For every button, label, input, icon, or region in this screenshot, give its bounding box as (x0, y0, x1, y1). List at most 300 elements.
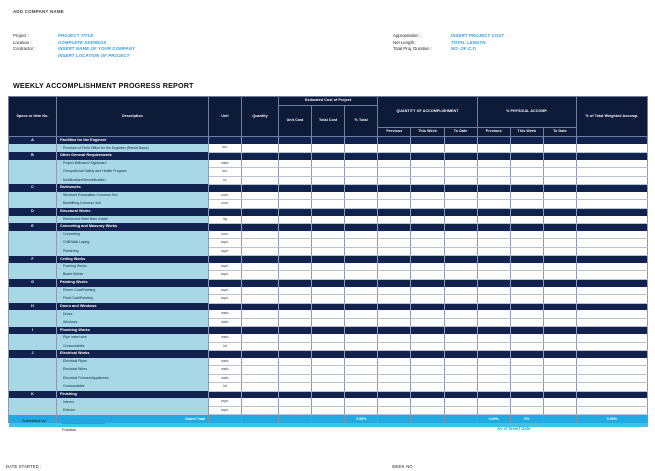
cell-value[interactable] (378, 271, 411, 279)
cell-value[interactable] (312, 303, 345, 310)
cell-value[interactable] (510, 200, 543, 208)
cell-value[interactable] (378, 318, 411, 326)
cell-value[interactable] (312, 406, 345, 414)
cell-value[interactable] (378, 176, 411, 184)
cell-value[interactable] (242, 247, 279, 255)
cell-value[interactable] (543, 287, 576, 295)
cell-value[interactable] (312, 391, 345, 398)
cell-value[interactable] (444, 263, 477, 271)
cell-value[interactable] (378, 391, 411, 398)
cell-value[interactable] (444, 366, 477, 374)
cell-value[interactable] (312, 176, 345, 184)
cell-value[interactable] (345, 152, 378, 159)
cell-value[interactable] (345, 358, 378, 366)
cell-value[interactable] (477, 231, 510, 239)
cell-value[interactable] (345, 327, 378, 334)
cell-value[interactable] (510, 287, 543, 295)
cell-value[interactable] (378, 231, 411, 239)
cell-value[interactable] (242, 192, 279, 200)
cell-value[interactable] (279, 239, 312, 247)
cell-value[interactable] (279, 184, 312, 191)
cell-value[interactable] (345, 176, 378, 184)
cell-value[interactable] (242, 263, 279, 271)
cell-value[interactable] (477, 334, 510, 342)
cell-value[interactable] (345, 310, 378, 318)
cell-value[interactable] (279, 318, 312, 326)
submitted-by-name[interactable]: INSERT YOUR NAME (62, 418, 106, 423)
cell-value[interactable] (378, 279, 411, 286)
cell-value[interactable] (510, 152, 543, 159)
cell-value[interactable] (242, 256, 279, 263)
cell-value[interactable] (312, 160, 345, 168)
cell-value[interactable] (510, 239, 543, 247)
cell-value[interactable] (378, 137, 411, 145)
cell-value[interactable] (378, 350, 411, 357)
cell-value[interactable] (577, 271, 648, 279)
cell-value[interactable] (477, 247, 510, 255)
cell-value[interactable] (510, 271, 543, 279)
cell-value[interactable] (312, 318, 345, 326)
cell-value[interactable] (279, 200, 312, 208)
cell-value[interactable] (312, 287, 345, 295)
cell-value[interactable] (510, 176, 543, 184)
cell-value[interactable] (411, 303, 444, 310)
cell-value[interactable] (510, 160, 543, 168)
cell-value[interactable] (477, 342, 510, 350)
cell-value[interactable] (444, 279, 477, 286)
cell-value[interactable] (378, 383, 411, 391)
cell-value[interactable] (279, 247, 312, 255)
cell-value[interactable] (444, 137, 477, 145)
cell-value[interactable] (444, 310, 477, 318)
cell-value[interactable] (411, 208, 444, 215)
cell-value[interactable] (312, 310, 345, 318)
cell-value[interactable] (242, 350, 279, 357)
cell-value[interactable] (279, 263, 312, 271)
cell-value[interactable] (312, 350, 345, 357)
cell-value[interactable] (345, 247, 378, 255)
cell-value[interactable] (279, 176, 312, 184)
cell-value[interactable] (543, 200, 576, 208)
cell-value[interactable] (378, 200, 411, 208)
cell-value[interactable] (477, 216, 510, 224)
cell-value[interactable] (345, 208, 378, 215)
cell-value[interactable] (477, 208, 510, 215)
cell-value[interactable] (242, 334, 279, 342)
cell-value[interactable] (543, 391, 576, 398)
cell-value[interactable] (543, 176, 576, 184)
cell-value[interactable] (510, 184, 543, 191)
cell-value[interactable] (345, 231, 378, 239)
cell-value[interactable] (242, 391, 279, 398)
cell-value[interactable] (477, 374, 510, 382)
cell-value[interactable] (510, 263, 543, 271)
cell-value[interactable] (279, 287, 312, 295)
as-of-date[interactable]: As of Insert Date (497, 426, 531, 431)
cell-value[interactable] (577, 279, 648, 286)
cell-value[interactable] (543, 144, 576, 152)
cell-value[interactable] (477, 223, 510, 230)
net-length-value[interactable]: TOTAL LENGTH (451, 39, 486, 45)
cell-value[interactable] (279, 310, 312, 318)
cell-value[interactable] (312, 208, 345, 215)
cell-value[interactable] (577, 374, 648, 382)
cell-value[interactable] (312, 358, 345, 366)
cell-value[interactable] (279, 366, 312, 374)
cell-value[interactable] (543, 192, 576, 200)
cell-value[interactable] (345, 216, 378, 224)
cell-value[interactable] (477, 327, 510, 334)
cell-value[interactable] (444, 216, 477, 224)
project-location-value[interactable]: INSERT LOCATION OF PROJECT (58, 52, 130, 58)
cell-value[interactable] (279, 374, 312, 382)
cell-value[interactable] (543, 342, 576, 350)
cell-value[interactable] (242, 239, 279, 247)
location-value[interactable]: COMPLETE ADDRESS (58, 39, 107, 45)
cell-value[interactable] (242, 223, 279, 230)
cell-value[interactable] (477, 358, 510, 366)
cell-value[interactable] (279, 334, 312, 342)
cell-value[interactable] (345, 374, 378, 382)
cell-value[interactable] (543, 358, 576, 366)
cell-value[interactable] (543, 208, 576, 215)
cell-value[interactable] (411, 184, 444, 191)
cell-value[interactable] (312, 152, 345, 159)
cell-value[interactable] (444, 287, 477, 295)
cell-value[interactable] (345, 144, 378, 152)
cell-value[interactable] (279, 137, 312, 145)
cell-value[interactable] (577, 208, 648, 215)
cell-value[interactable] (577, 152, 648, 159)
cell-value[interactable] (411, 247, 444, 255)
cell-value[interactable] (378, 223, 411, 230)
cell-value[interactable] (411, 152, 444, 159)
cell-value[interactable] (242, 168, 279, 176)
cell-value[interactable] (444, 318, 477, 326)
cell-value[interactable] (444, 383, 477, 391)
cell-value[interactable] (279, 295, 312, 303)
cell-value[interactable] (312, 342, 345, 350)
cell-value[interactable] (577, 287, 648, 295)
cell-value[interactable] (543, 137, 576, 145)
cell-value[interactable] (279, 391, 312, 398)
cell-value[interactable] (510, 256, 543, 263)
cell-value[interactable] (378, 192, 411, 200)
cell-value[interactable] (577, 350, 648, 357)
cell-value[interactable] (378, 208, 411, 215)
cell-value[interactable] (444, 342, 477, 350)
cell-value[interactable] (543, 184, 576, 191)
cell-value[interactable] (477, 144, 510, 152)
contractor-value[interactable]: INSERT NAME OF YOUR COMPANY (58, 46, 136, 52)
cell-value[interactable] (543, 318, 576, 326)
cell-value[interactable] (411, 223, 444, 230)
cell-value[interactable] (543, 256, 576, 263)
cell-value[interactable] (345, 168, 378, 176)
cell-value[interactable] (543, 310, 576, 318)
cell-value[interactable] (242, 176, 279, 184)
cell-value[interactable] (543, 263, 576, 271)
cell-value[interactable] (477, 279, 510, 286)
cell-value[interactable] (411, 137, 444, 145)
cell-value[interactable] (543, 247, 576, 255)
cell-value[interactable] (312, 256, 345, 263)
cell-value[interactable] (577, 295, 648, 303)
cell-value[interactable] (378, 398, 411, 406)
cell-value[interactable] (345, 406, 378, 414)
cell-value[interactable] (477, 168, 510, 176)
cell-value[interactable] (444, 256, 477, 263)
cell-value[interactable] (477, 256, 510, 263)
cell-value[interactable] (242, 318, 279, 326)
cell-value[interactable] (279, 168, 312, 176)
cell-value[interactable] (279, 358, 312, 366)
cell-value[interactable] (411, 374, 444, 382)
cell-value[interactable] (444, 231, 477, 239)
cell-value[interactable] (543, 398, 576, 406)
cell-value[interactable] (411, 398, 444, 406)
cell-value[interactable] (444, 327, 477, 334)
cell-value[interactable] (345, 239, 378, 247)
duration-value[interactable]: NO. OF C.D (451, 46, 476, 52)
cell-value[interactable] (242, 406, 279, 414)
cell-value[interactable] (477, 366, 510, 374)
cell-value[interactable] (312, 263, 345, 271)
cell-value[interactable] (411, 239, 444, 247)
cell-value[interactable] (444, 152, 477, 159)
cell-value[interactable] (411, 256, 444, 263)
cell-value[interactable] (577, 168, 648, 176)
cell-value[interactable] (312, 239, 345, 247)
cell-value[interactable] (510, 168, 543, 176)
cell-value[interactable] (477, 160, 510, 168)
cell-value[interactable] (279, 256, 312, 263)
cell-value[interactable] (378, 406, 411, 414)
cell-value[interactable] (444, 176, 477, 184)
cell-value[interactable] (345, 263, 378, 271)
cell-value[interactable] (411, 287, 444, 295)
cell-value[interactable] (279, 144, 312, 152)
cell-value[interactable] (577, 184, 648, 191)
cell-value[interactable] (242, 303, 279, 310)
cell-value[interactable] (378, 263, 411, 271)
cell-value[interactable] (378, 287, 411, 295)
cell-value[interactable] (345, 200, 378, 208)
cell-value[interactable] (378, 310, 411, 318)
cell-value[interactable] (510, 342, 543, 350)
cell-value[interactable] (312, 216, 345, 224)
cell-value[interactable] (312, 247, 345, 255)
cell-value[interactable] (444, 144, 477, 152)
cell-value[interactable] (242, 374, 279, 382)
cell-value[interactable] (577, 216, 648, 224)
cell-value[interactable] (444, 239, 477, 247)
cell-value[interactable] (543, 239, 576, 247)
cell-value[interactable] (242, 279, 279, 286)
cell-value[interactable] (577, 391, 648, 398)
cell-value[interactable] (510, 383, 543, 391)
cell-value[interactable] (345, 334, 378, 342)
cell-value[interactable] (312, 223, 345, 230)
cell-value[interactable] (411, 383, 444, 391)
cell-value[interactable] (411, 366, 444, 374)
cell-value[interactable] (378, 168, 411, 176)
cell-value[interactable] (378, 366, 411, 374)
cell-value[interactable] (577, 160, 648, 168)
cell-value[interactable] (444, 223, 477, 230)
cell-value[interactable] (411, 231, 444, 239)
cell-value[interactable] (543, 295, 576, 303)
cell-value[interactable] (510, 358, 543, 366)
cell-value[interactable] (242, 144, 279, 152)
cell-value[interactable] (444, 303, 477, 310)
cell-value[interactable] (510, 391, 543, 398)
cell-value[interactable] (279, 271, 312, 279)
cell-value[interactable] (577, 192, 648, 200)
cell-value[interactable] (378, 247, 411, 255)
cell-value[interactable] (378, 327, 411, 334)
cell-value[interactable] (444, 391, 477, 398)
cell-value[interactable] (312, 279, 345, 286)
cell-value[interactable] (577, 327, 648, 334)
cell-value[interactable] (510, 279, 543, 286)
cell-value[interactable] (242, 295, 279, 303)
cell-value[interactable] (510, 350, 543, 357)
cell-value[interactable] (477, 152, 510, 159)
cell-value[interactable] (345, 366, 378, 374)
cell-value[interactable] (477, 398, 510, 406)
cell-value[interactable] (242, 208, 279, 215)
cell-value[interactable] (577, 342, 648, 350)
cell-value[interactable] (242, 216, 279, 224)
cell-value[interactable] (345, 160, 378, 168)
cell-value[interactable] (577, 137, 648, 145)
cell-value[interactable] (312, 144, 345, 152)
cell-value[interactable] (242, 342, 279, 350)
cell-value[interactable] (312, 295, 345, 303)
cell-value[interactable] (378, 334, 411, 342)
cell-value[interactable] (312, 327, 345, 334)
cell-value[interactable] (510, 374, 543, 382)
cell-value[interactable] (411, 144, 444, 152)
cell-value[interactable] (543, 168, 576, 176)
cell-value[interactable] (577, 247, 648, 255)
cell-value[interactable] (411, 176, 444, 184)
cell-value[interactable] (345, 223, 378, 230)
cell-value[interactable] (345, 279, 378, 286)
cell-value[interactable] (279, 223, 312, 230)
cell-value[interactable] (577, 231, 648, 239)
cell-value[interactable] (444, 184, 477, 191)
cell-value[interactable] (345, 318, 378, 326)
cell-value[interactable] (577, 318, 648, 326)
cell-value[interactable] (444, 160, 477, 168)
cell-value[interactable] (378, 184, 411, 191)
cell-value[interactable] (242, 366, 279, 374)
cell-value[interactable] (577, 398, 648, 406)
cell-value[interactable] (543, 231, 576, 239)
cell-value[interactable] (477, 271, 510, 279)
cell-value[interactable] (444, 247, 477, 255)
cell-value[interactable] (279, 216, 312, 224)
cell-value[interactable] (477, 406, 510, 414)
cell-value[interactable] (312, 398, 345, 406)
cell-value[interactable] (279, 350, 312, 357)
cell-value[interactable] (477, 310, 510, 318)
cell-value[interactable] (577, 256, 648, 263)
cell-value[interactable] (279, 327, 312, 334)
cell-value[interactable] (510, 216, 543, 224)
cell-value[interactable] (577, 358, 648, 366)
cell-value[interactable] (510, 303, 543, 310)
cell-value[interactable] (242, 152, 279, 159)
cell-value[interactable] (577, 406, 648, 414)
cell-value[interactable] (411, 350, 444, 357)
cell-value[interactable] (577, 239, 648, 247)
cell-value[interactable] (242, 358, 279, 366)
cell-value[interactable] (543, 303, 576, 310)
cell-value[interactable] (345, 137, 378, 145)
cell-value[interactable] (345, 342, 378, 350)
cell-value[interactable] (378, 303, 411, 310)
cell-value[interactable] (577, 144, 648, 152)
cell-value[interactable] (378, 374, 411, 382)
cell-value[interactable] (543, 383, 576, 391)
cell-value[interactable] (543, 160, 576, 168)
cell-value[interactable] (279, 406, 312, 414)
cell-value[interactable] (345, 303, 378, 310)
cell-value[interactable] (477, 263, 510, 271)
cell-value[interactable] (279, 342, 312, 350)
cell-value[interactable] (242, 327, 279, 334)
cell-value[interactable] (577, 263, 648, 271)
cell-value[interactable] (444, 200, 477, 208)
appropriation-value[interactable]: INSERT PROJECT COST (451, 33, 505, 38)
cell-value[interactable] (242, 137, 279, 145)
cell-value[interactable] (477, 303, 510, 310)
cell-value[interactable] (242, 160, 279, 168)
cell-value[interactable] (312, 231, 345, 239)
cell-value[interactable] (510, 231, 543, 239)
cell-value[interactable] (378, 216, 411, 224)
cell-value[interactable] (312, 366, 345, 374)
cell-value[interactable] (577, 383, 648, 391)
cell-value[interactable] (444, 295, 477, 303)
cell-value[interactable] (378, 152, 411, 159)
cell-value[interactable] (444, 168, 477, 176)
cell-value[interactable] (510, 310, 543, 318)
cell-value[interactable] (312, 192, 345, 200)
cell-value[interactable] (577, 366, 648, 374)
cell-value[interactable] (312, 383, 345, 391)
cell-value[interactable] (242, 184, 279, 191)
cell-value[interactable] (510, 144, 543, 152)
cell-value[interactable] (444, 271, 477, 279)
cell-value[interactable] (312, 334, 345, 342)
cell-value[interactable] (279, 279, 312, 286)
cell-value[interactable] (577, 334, 648, 342)
cell-value[interactable] (279, 192, 312, 200)
cell-value[interactable] (312, 200, 345, 208)
cell-value[interactable] (378, 160, 411, 168)
cell-value[interactable] (510, 137, 543, 145)
cell-value[interactable] (345, 256, 378, 263)
cell-value[interactable] (411, 391, 444, 398)
cell-value[interactable] (477, 295, 510, 303)
cell-value[interactable] (279, 398, 312, 406)
cell-value[interactable] (279, 208, 312, 215)
cell-value[interactable] (510, 208, 543, 215)
